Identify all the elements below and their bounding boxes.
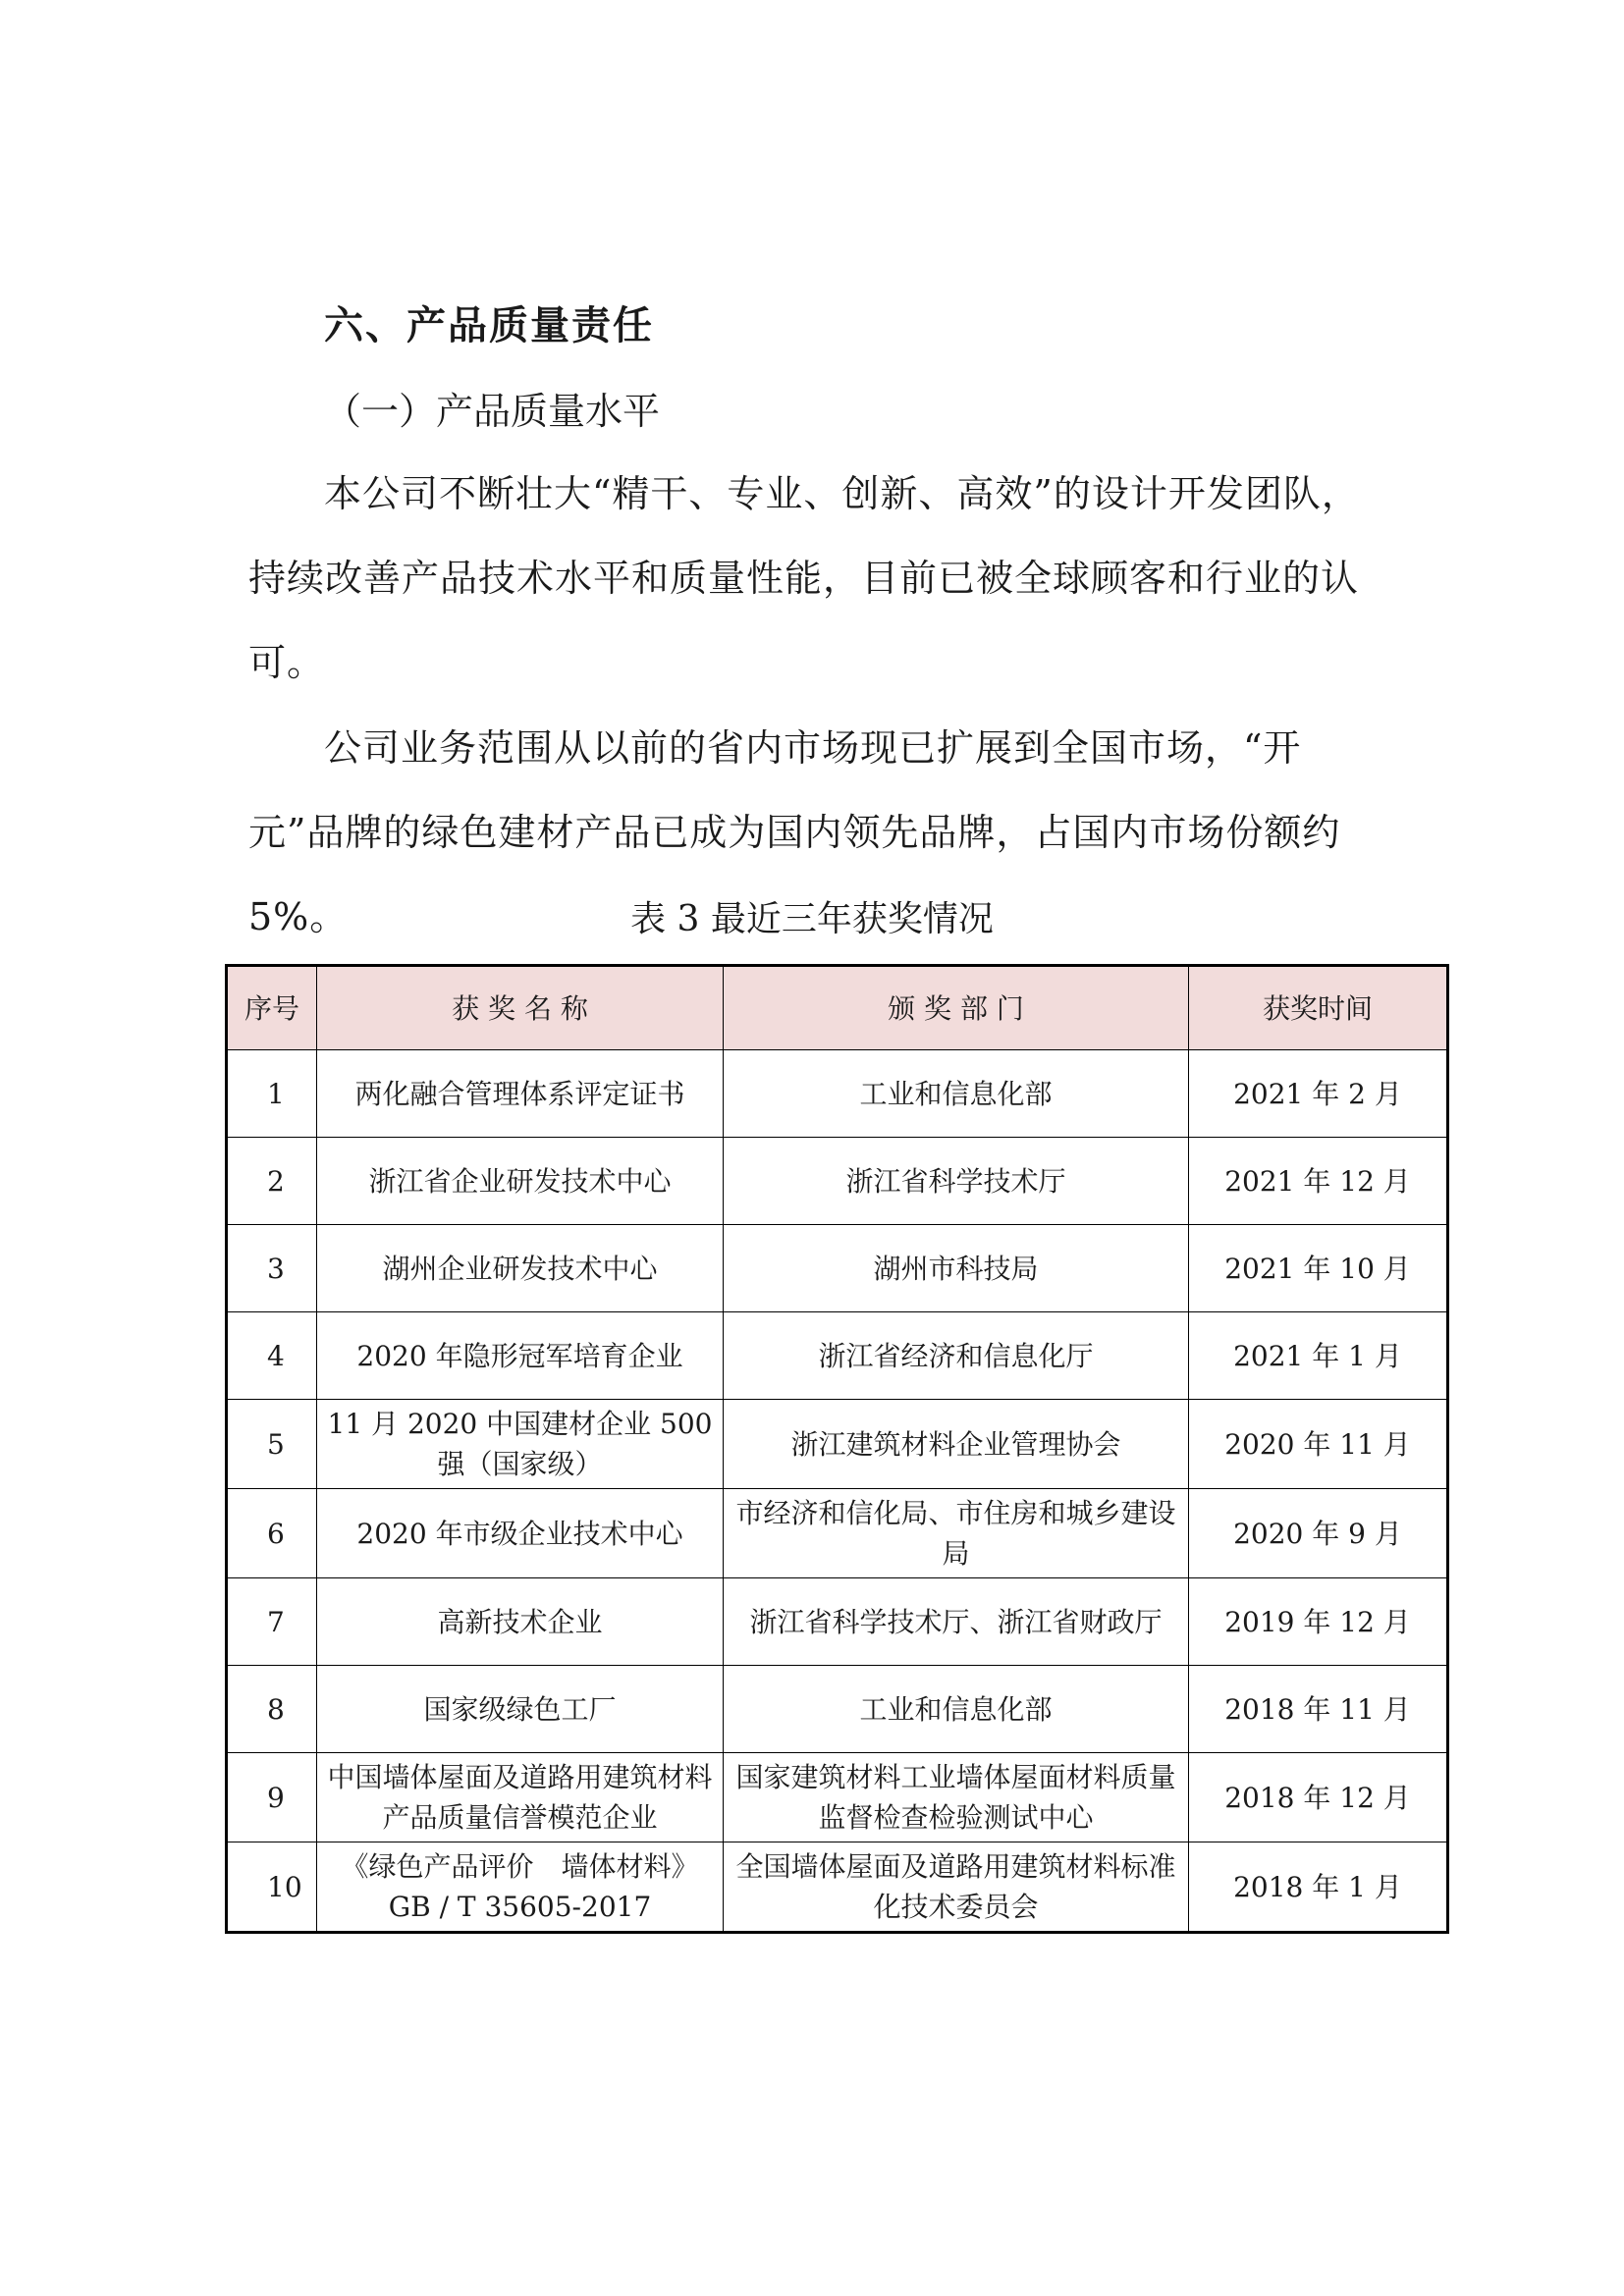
award-time: 2021 年 2 月 [1189,1050,1448,1138]
section-subheading: （一）产品质量水平 [324,390,661,433]
award-name: 11 月 2020 中国建材企业 500 强（国家级） [317,1400,724,1489]
issuing-department: 浙江省科学技术厅 [724,1138,1189,1225]
table-header-row [227,966,1448,1050]
column-header-issuing-department: 颁 奖 部 门 [724,966,1189,1050]
issuing-department: 全国墙体屋面及道路用建筑材料标准化技术委员会 [724,1842,1189,1933]
award-name: 浙江省企业研发技术中心 [317,1138,724,1225]
award-time: 2020 年 9 月 [1189,1489,1448,1578]
award-name: 高新技术企业 [317,1578,724,1666]
table-row [227,1050,1448,1138]
issuing-department: 工业和信息化部 [724,1050,1189,1138]
row-number: 5 [227,1400,317,1489]
row-number: 9 [227,1753,317,1842]
row-number: 8 [227,1666,317,1753]
award-name: 湖州企业研发技术中心 [317,1225,724,1312]
issuing-department: 国家建筑材料工业墙体屋面材料质量监督检查检验测试中心 [724,1753,1189,1842]
column-header-award-time: 获奖时间 [1189,966,1448,1050]
section-heading: 六、产品质量责任 [324,303,654,348]
award-name: 两化融合管理体系评定证书 [317,1050,724,1138]
award-name: 2020 年隐形冠军培育企业 [317,1312,724,1400]
award-name: 《绿色产品评价 墙体材料》 GB / T 35605-2017 [317,1842,724,1933]
award-name: 2020 年市级企业技术中心 [317,1489,724,1578]
table-row [227,1138,1448,1225]
row-number: 1 [227,1050,317,1138]
award-time: 2020 年 11 月 [1189,1400,1448,1489]
table-row [227,1578,1448,1666]
column-header-award-name: 获 奖 名 称 [317,966,724,1050]
award-name: 国家级绿色工厂 [317,1666,724,1753]
table-row [227,1842,1448,1933]
table-row [227,1489,1448,1578]
award-time: 2021 年 1 月 [1189,1312,1448,1400]
award-time: 2018 年 11 月 [1189,1666,1448,1753]
body-paragraph: 公司业务范围从以前的省内市场现已扩展到全国市场，“开元”品牌的绿色建材产品已成为国内领先品牌，占国内市场份额约 5%。 [248,726,1341,938]
row-number: 3 [227,1225,317,1312]
award-time: 2018 年 12 月 [1189,1753,1448,1842]
row-number: 6 [227,1489,317,1578]
issuing-department: 浙江省科学技术厅、浙江省财政厅 [724,1578,1189,1666]
issuing-department: 湖州市科技局 [724,1225,1189,1312]
awards-table [225,964,1449,1934]
row-number: 4 [227,1312,317,1400]
table-row [227,1225,1448,1312]
issuing-department: 市经济和信化局、市住房和城乡建设局 [724,1489,1189,1578]
row-number: 2 [227,1138,317,1225]
award-time: 2021 年 12 月 [1189,1138,1448,1225]
row-number: 10 [227,1842,317,1933]
award-name: 中国墙体屋面及道路用建筑材料产品质量信誉模范企业 [317,1753,724,1842]
table-row [227,1753,1448,1842]
award-time: 2021 年 10 月 [1189,1225,1448,1312]
issuing-department: 工业和信息化部 [724,1666,1189,1753]
body-paragraph: 本公司不断壮大“精干、专业、创新、高效”的设计开发团队，持续改善产品技术水平和质量性能，目前已被全球顾客和行业的认可。 [248,472,1360,684]
row-number: 7 [227,1578,317,1666]
table-row [227,1400,1448,1489]
award-time: 2019 年 12 月 [1189,1578,1448,1666]
table-row [227,1666,1448,1753]
award-time: 2018 年 1 月 [1189,1842,1448,1933]
table-caption: 表 3 最近三年获奖情况 [630,899,994,939]
issuing-department: 浙江省经济和信息化厅 [724,1312,1189,1400]
column-header-number: 序号 [227,966,317,1050]
issuing-department: 浙江建筑材料企业管理协会 [724,1400,1189,1489]
table-row [227,1312,1448,1400]
